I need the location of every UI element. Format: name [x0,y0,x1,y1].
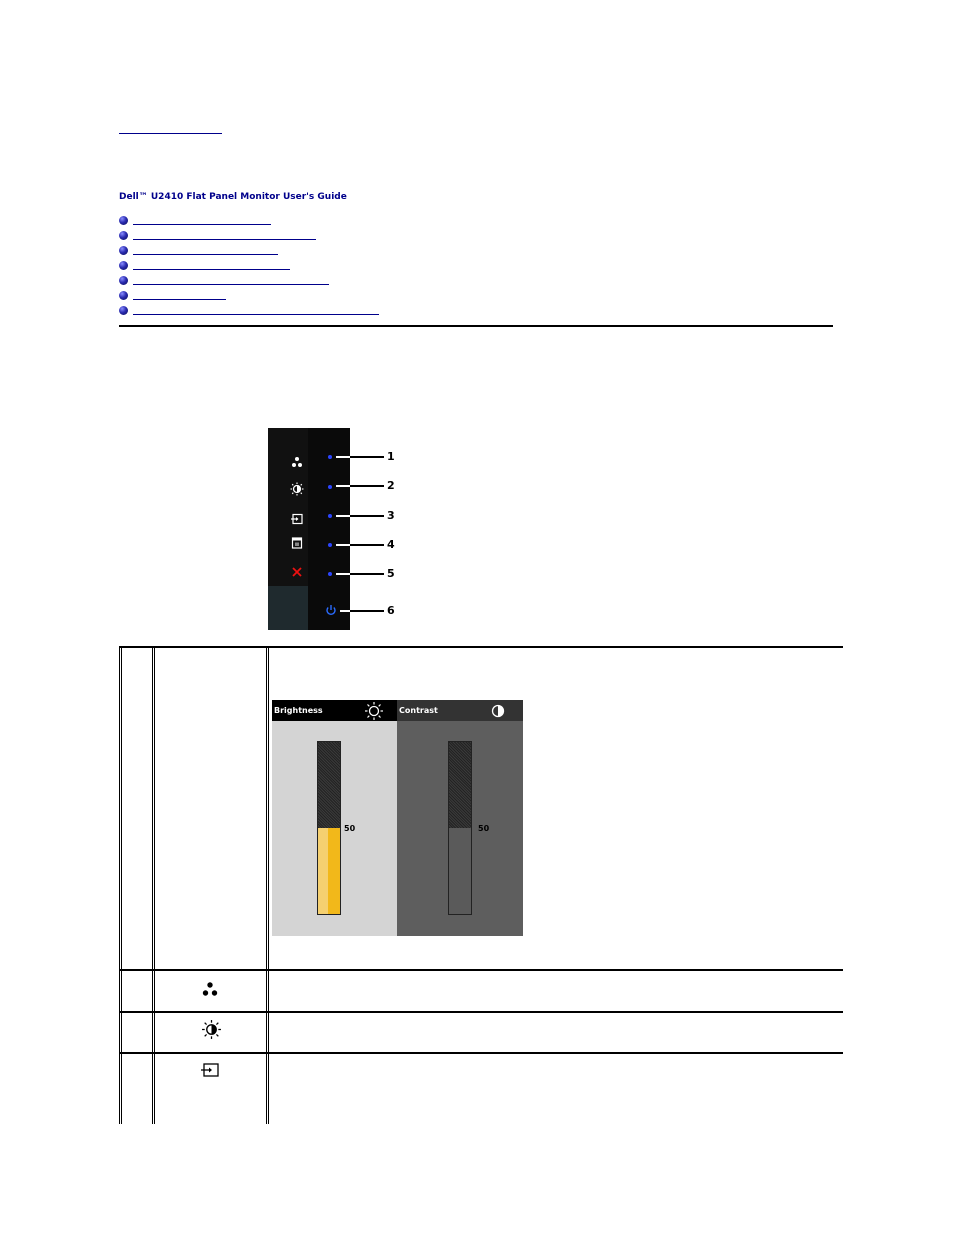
bullet-icon [119,231,128,240]
table-border [266,646,267,1124]
table-border [121,646,122,1124]
toc-link[interactable] [133,254,278,255]
table-border [119,1011,843,1013]
presets-icon [201,981,219,997]
brightness-contrast-icon [290,482,304,496]
guide-title: Dell™ U2410 Flat Panel Monitor User's Guide [119,192,347,202]
contrast-slider[interactable] [448,741,472,915]
monitor-control-panel [268,428,350,630]
callout-leader [350,573,384,575]
panel-base [268,586,308,630]
input-source-icon [290,512,304,526]
brightness-value: 50 [344,824,356,833]
contrast-pane [397,700,523,936]
callout-number: 6 [387,604,395,617]
button-led [328,514,332,518]
callout-leader [350,544,384,546]
callout-line [336,456,350,458]
button-led [328,572,332,576]
brightness-label: Brightness [274,706,323,715]
toc-link[interactable] [133,314,379,315]
sun-icon [364,701,384,721]
button-led [328,485,332,489]
exit-icon [290,565,304,579]
toc-link[interactable] [133,269,290,270]
input-source-icon [200,1063,220,1077]
presets-icon [290,455,304,469]
callout-line [336,573,350,575]
top-link[interactable] [119,125,222,134]
callout-number: 4 [387,538,395,551]
table-border [119,969,843,971]
button-led [328,455,332,459]
contrast-label: Contrast [399,706,438,715]
table-border [154,646,155,1124]
table-border [119,646,120,1124]
callout-number: 3 [387,509,395,522]
table-border [268,646,269,1124]
brightness-contrast-icon [201,1019,222,1040]
callout-leader [350,456,384,458]
contrast-value: 50 [478,824,490,833]
contrast-fill [449,828,471,914]
callout-number: 1 [387,450,395,463]
power-icon [324,603,338,617]
brightness-contrast-osd [272,700,523,936]
bullet-icon [119,291,128,300]
callout-leader [350,485,384,487]
brightness-slider[interactable] [317,741,341,915]
callout-line [336,515,350,517]
bullet-icon [119,306,128,315]
bullet-icon [119,261,128,270]
toc-link[interactable] [133,239,316,240]
callout-leader [350,610,384,612]
horizontal-rule [119,325,833,327]
callout-number: 2 [387,479,395,492]
callout-line [340,610,350,612]
table-border [152,646,153,1124]
contrast-icon [491,704,505,718]
brightness-fill [318,828,340,914]
button-led [328,543,332,547]
toc-link[interactable] [133,299,226,300]
toc-link[interactable] [133,224,271,225]
bullet-icon [119,246,128,255]
bullet-icon [119,216,128,225]
table-border [119,646,843,648]
callout-line [336,544,350,546]
callout-leader [350,515,384,517]
table-border [119,1052,843,1054]
callout-line [336,485,350,487]
toc-link[interactable] [133,284,329,285]
callout-number: 5 [387,567,395,580]
menu-icon [290,536,304,550]
brightness-pane [272,700,397,936]
bullet-icon [119,276,128,285]
